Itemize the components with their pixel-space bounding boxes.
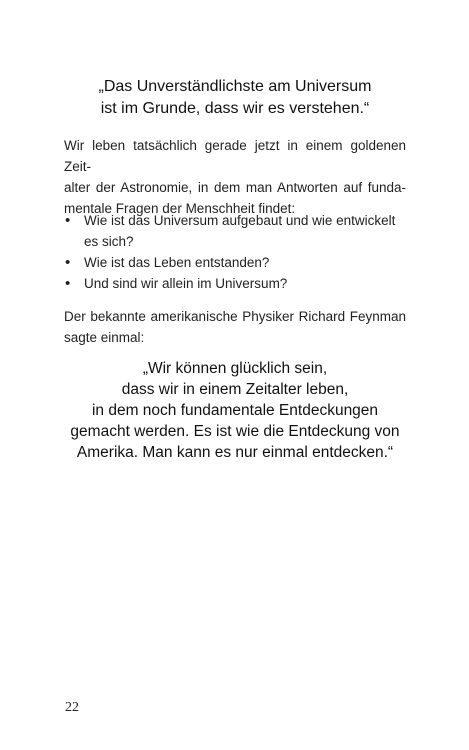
feynman-quote <box>58 358 412 463</box>
quote-line: gemacht werden. Es ist wie die Entdeckung von <box>70 423 400 440</box>
paragraph-line: Der bekannte amerikanische Physiker Richard Feynman <box>64 309 406 324</box>
quote-line: in dem noch fundamentale Entdeckungen <box>91 402 379 419</box>
quote-line: Amerika. Man kann es nur einmal entdecken.“ <box>76 444 394 461</box>
page-number: 22 <box>65 700 79 715</box>
body-paragraph <box>64 306 406 348</box>
quote-line: dass wir in einem Zeitalter leben, <box>121 381 349 398</box>
list-item: • Wie ist das Leben entstanden? <box>64 252 406 273</box>
paragraph-line: Wir leben tatsächlich gerade jetzt in einem goldenen Zeit- <box>64 138 406 174</box>
paragraph-line: alter der Astronomie, in dem man Antworten auf funda- <box>64 180 406 195</box>
question-list <box>64 210 406 294</box>
quote-line: „Wir können glücklich sein, <box>142 360 328 377</box>
epigraph-quote <box>60 76 410 120</box>
quote-line: „Das Unverständlichste am Universum <box>98 78 372 95</box>
paragraph-line: mentale Fragen der Menschheit findet: <box>64 201 296 216</box>
paragraph-line: sagte einmal: <box>64 330 145 345</box>
quote-line: ist im Grunde, dass wir es verstehen.“ <box>100 100 370 117</box>
list-item: • Und sind wir allein im Universum? <box>64 273 406 294</box>
list-item: • Wie ist das Universum aufgebaut und wie entwickelt es sich? <box>64 210 406 252</box>
body-paragraph <box>64 135 406 219</box>
